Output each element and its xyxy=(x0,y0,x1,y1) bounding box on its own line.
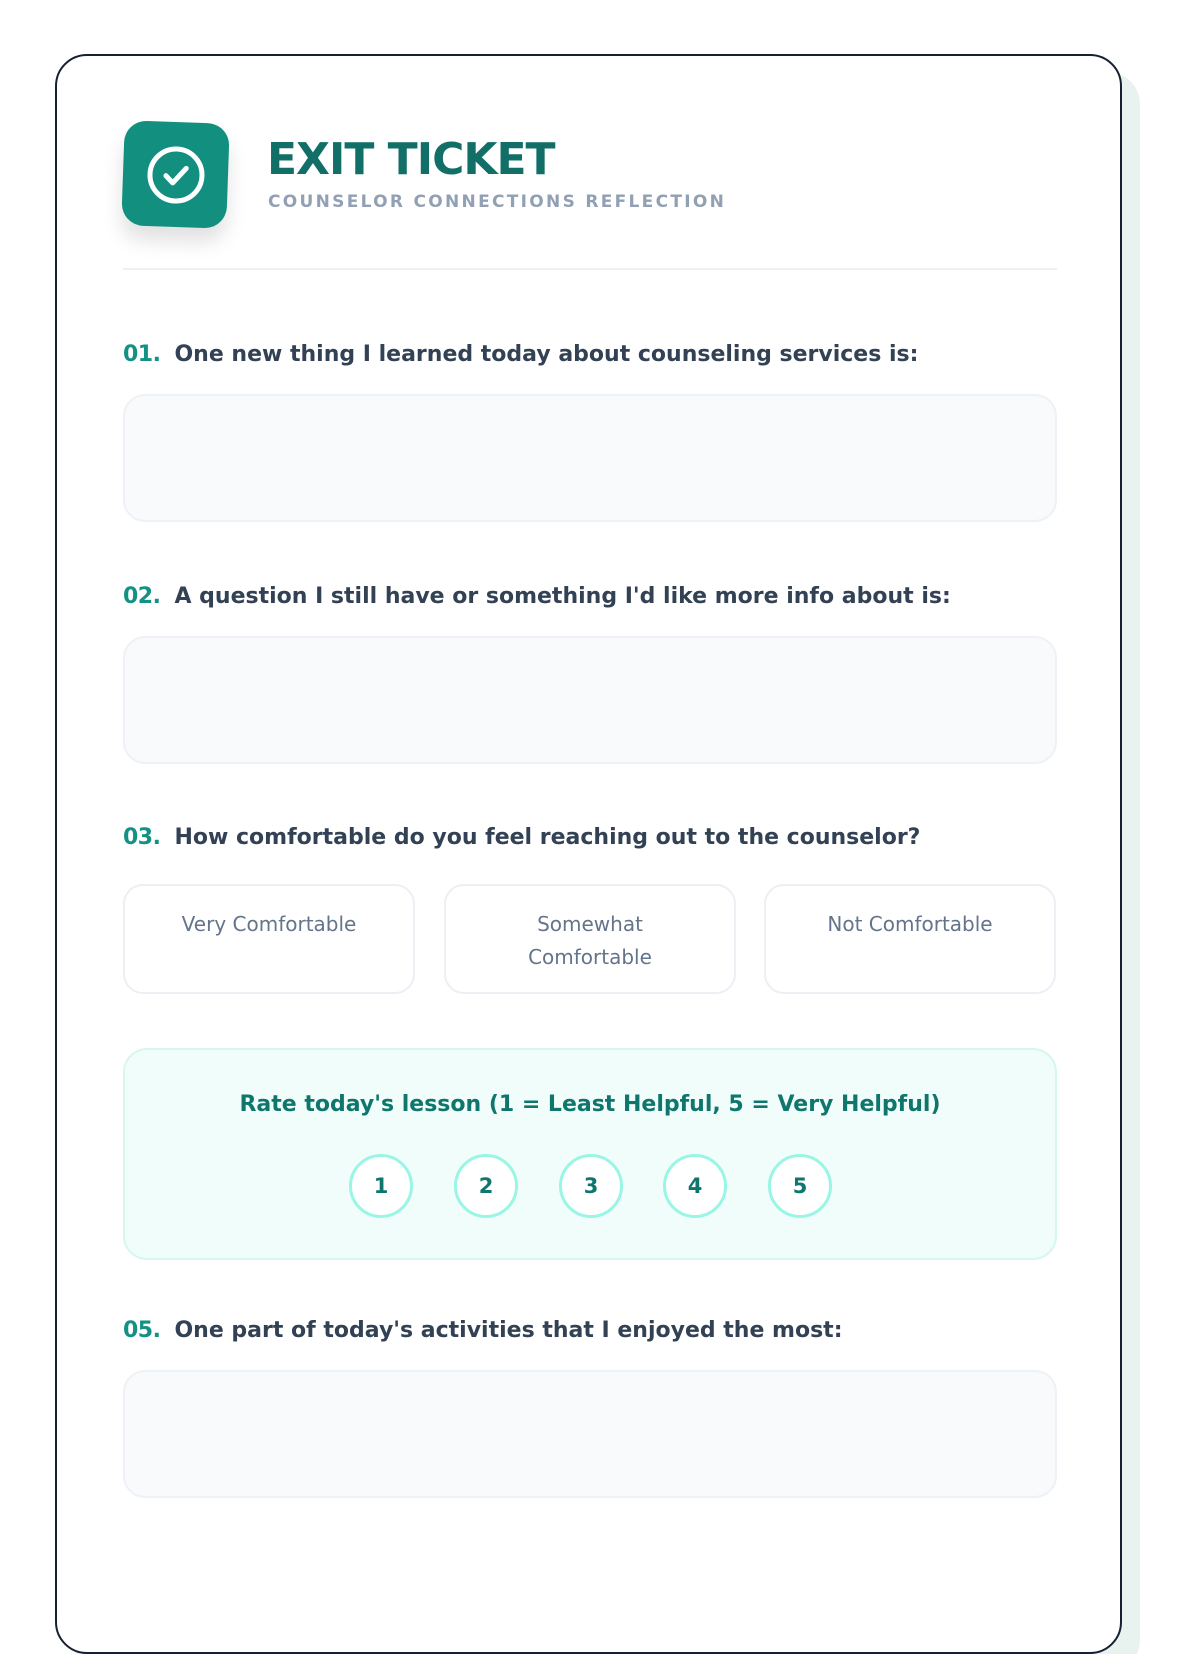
lesson-rating-panel xyxy=(123,1048,1057,1260)
page-subtitle: COUNSELOR CONNECTIONS REFLECTION xyxy=(268,192,727,212)
page-title: EXIT TICKET xyxy=(267,134,555,185)
question-5-label xyxy=(123,1318,843,1343)
question-text: One part of today's activities that I enjoyed the most: xyxy=(174,1318,843,1343)
option-label: Not Comfortable xyxy=(827,912,993,936)
exit-ticket-card xyxy=(55,54,1122,1654)
answer-field-2[interactable] xyxy=(123,636,1057,764)
rating-option-2[interactable]: 2 xyxy=(454,1154,518,1218)
rating-title: Rate today's lesson (1 = Least Helpful, 5 = Very Helpful) xyxy=(239,1092,941,1117)
option-somewhat-comfortable[interactable] xyxy=(444,884,736,994)
rating-option-4[interactable]: 4 xyxy=(663,1154,727,1218)
check-circle-icon xyxy=(121,120,230,229)
option-label: Very Comfortable xyxy=(181,912,357,936)
question-number: 02. xyxy=(123,584,161,609)
answer-field-5[interactable] xyxy=(123,1370,1057,1498)
question-3-label xyxy=(123,825,920,850)
rating-option-3[interactable]: 3 xyxy=(559,1154,623,1218)
question-text: A question I still have or something I'd like more info about is: xyxy=(174,584,951,609)
question-text: How comfortable do you feel reaching out to the counselor? xyxy=(174,825,921,850)
option-label: Somewhat Comfortable xyxy=(528,912,652,969)
rating-option-1[interactable]: 1 xyxy=(349,1154,413,1218)
option-not-comfortable[interactable] xyxy=(764,884,1056,994)
rating-option-5[interactable]: 5 xyxy=(768,1154,832,1218)
question-number: 05. xyxy=(123,1318,161,1343)
ticket-header xyxy=(123,122,1057,270)
question-number: 03. xyxy=(123,825,161,850)
question-1-label xyxy=(123,342,918,367)
question-number: 01. xyxy=(123,342,161,367)
check-mark-icon xyxy=(142,141,208,207)
question-text: One new thing I learned today about counseling services is: xyxy=(174,342,919,367)
question-2-label xyxy=(123,584,951,609)
option-very-comfortable[interactable] xyxy=(123,884,415,994)
answer-field-1[interactable] xyxy=(123,394,1057,522)
